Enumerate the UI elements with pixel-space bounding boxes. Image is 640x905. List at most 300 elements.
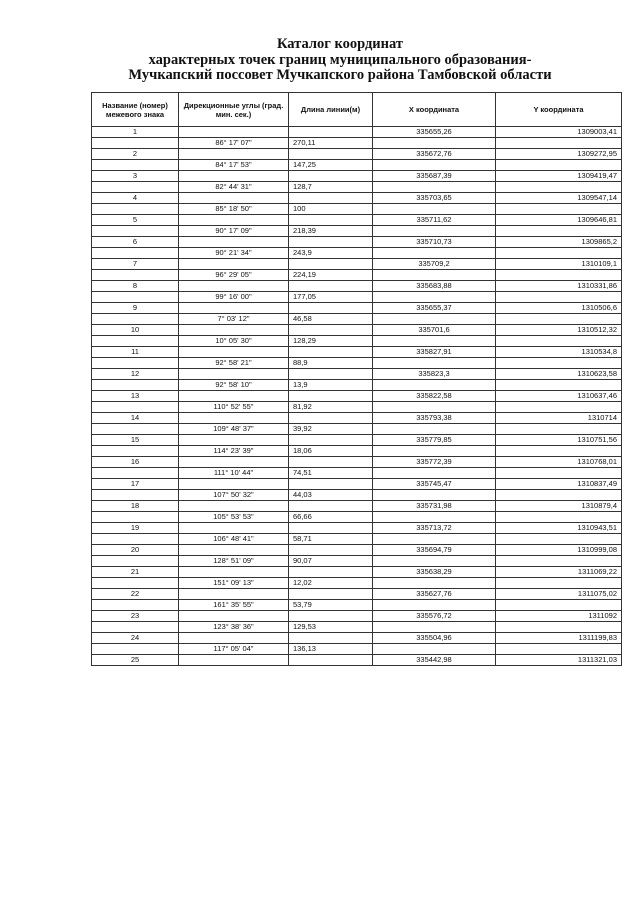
table-row-point [92, 413, 622, 424]
table-row-point [92, 589, 622, 600]
empty-cell [179, 501, 289, 512]
empty-cell [179, 567, 289, 578]
y-coordinate: 1310943,51 [496, 523, 622, 534]
point-number: 8 [92, 281, 179, 292]
empty-cell [496, 314, 622, 325]
empty-cell [92, 446, 179, 457]
x-coordinate: 335504,96 [373, 633, 496, 644]
table-row-segment [92, 226, 622, 237]
y-coordinate: 1311069,22 [496, 567, 622, 578]
table-header-row [92, 93, 622, 127]
y-coordinate: 1310768,01 [496, 457, 622, 468]
direction-angle: 117° 05' 04" [179, 644, 289, 655]
table-row-point [92, 171, 622, 182]
point-number: 18 [92, 501, 179, 512]
empty-cell [496, 270, 622, 281]
empty-cell [496, 204, 622, 215]
line-length: 74,51 [289, 468, 373, 479]
empty-cell [496, 578, 622, 589]
empty-cell [496, 490, 622, 501]
empty-cell [496, 292, 622, 303]
empty-cell [496, 622, 622, 633]
table-row-point [92, 391, 622, 402]
empty-cell [179, 259, 289, 270]
empty-cell [373, 358, 496, 369]
point-number: 9 [92, 303, 179, 314]
empty-cell [373, 490, 496, 501]
empty-cell [289, 149, 373, 160]
empty-cell [92, 402, 179, 413]
y-coordinate: 1310637,46 [496, 391, 622, 402]
empty-cell [496, 644, 622, 655]
header-x: X координата [373, 93, 496, 127]
table-row-point [92, 369, 622, 380]
point-number: 14 [92, 413, 179, 424]
empty-cell [373, 336, 496, 347]
empty-cell [373, 578, 496, 589]
title-line-3: Мучкапский поссовет Мучкапского района Тамбовской области [128, 67, 552, 83]
empty-cell [179, 127, 289, 138]
y-coordinate: 1311199,83 [496, 633, 622, 644]
point-number: 22 [92, 589, 179, 600]
y-coordinate: 1310999,08 [496, 545, 622, 556]
x-coordinate: 335772,39 [373, 457, 496, 468]
empty-cell [496, 424, 622, 435]
empty-cell [179, 479, 289, 490]
empty-cell [496, 402, 622, 413]
point-number: 25 [92, 655, 179, 666]
x-coordinate: 335655,26 [373, 127, 496, 138]
point-number: 20 [92, 545, 179, 556]
empty-cell [373, 314, 496, 325]
empty-cell [289, 259, 373, 270]
point-number: 11 [92, 347, 179, 358]
empty-cell [92, 534, 179, 545]
point-number: 6 [92, 237, 179, 248]
line-length: 88,9 [289, 358, 373, 369]
line-length: 136,13 [289, 644, 373, 655]
direction-angle: 86° 17' 07" [179, 138, 289, 149]
direction-angle: 99° 16' 00" [179, 292, 289, 303]
table-row-point [92, 303, 622, 314]
empty-cell [179, 237, 289, 248]
table-row-segment [92, 248, 622, 259]
direction-angle: 82° 44' 31" [179, 182, 289, 193]
point-number: 4 [92, 193, 179, 204]
empty-cell [179, 369, 289, 380]
table-row-point [92, 633, 622, 644]
point-number: 24 [92, 633, 179, 644]
x-coordinate: 335442,98 [373, 655, 496, 666]
empty-cell [496, 468, 622, 479]
direction-angle: 106° 48' 41" [179, 534, 289, 545]
empty-cell [289, 237, 373, 248]
empty-cell [179, 347, 289, 358]
x-coordinate: 335638,29 [373, 567, 496, 578]
line-length: 224,19 [289, 270, 373, 281]
table-row-segment [92, 270, 622, 281]
empty-cell [289, 215, 373, 226]
y-coordinate: 1310506,6 [496, 303, 622, 314]
empty-cell [179, 611, 289, 622]
empty-cell [289, 611, 373, 622]
x-coordinate: 335822,58 [373, 391, 496, 402]
table-row-point [92, 457, 622, 468]
table-body [92, 127, 622, 666]
direction-angle: 92° 58' 21" [179, 358, 289, 369]
point-number: 1 [92, 127, 179, 138]
empty-cell [289, 325, 373, 336]
y-coordinate: 1310837,49 [496, 479, 622, 490]
table-row-segment [92, 204, 622, 215]
table-row-point [92, 193, 622, 204]
empty-cell [289, 501, 373, 512]
empty-cell [373, 138, 496, 149]
empty-cell [373, 402, 496, 413]
empty-cell [373, 622, 496, 633]
x-coordinate: 335627,76 [373, 589, 496, 600]
empty-cell [289, 171, 373, 182]
table-row-segment [92, 468, 622, 479]
table-row-point [92, 259, 622, 270]
table-row-point [92, 479, 622, 490]
point-number: 16 [92, 457, 179, 468]
table-row-point [92, 281, 622, 292]
point-number: 5 [92, 215, 179, 226]
x-coordinate: 335687,39 [373, 171, 496, 182]
line-length: 53,79 [289, 600, 373, 611]
point-number: 12 [92, 369, 179, 380]
y-coordinate: 1311075,02 [496, 589, 622, 600]
y-coordinate: 1309646,81 [496, 215, 622, 226]
y-coordinate: 1310331,86 [496, 281, 622, 292]
empty-cell [496, 534, 622, 545]
direction-angle: 114° 23' 39" [179, 446, 289, 457]
empty-cell [373, 600, 496, 611]
empty-cell [373, 248, 496, 259]
empty-cell [179, 215, 289, 226]
table-row-point [92, 237, 622, 248]
point-number: 21 [92, 567, 179, 578]
empty-cell [373, 644, 496, 655]
x-coordinate: 335731,98 [373, 501, 496, 512]
empty-cell [92, 160, 179, 171]
title-line-2: характерных точек границ муниципального образования- [148, 51, 532, 68]
empty-cell [289, 413, 373, 424]
table-row-segment [92, 534, 622, 545]
line-length: 90,07 [289, 556, 373, 567]
line-length: 243,9 [289, 248, 373, 259]
empty-cell [179, 149, 289, 160]
y-coordinate: 1309419,47 [496, 171, 622, 182]
empty-cell [179, 281, 289, 292]
table-row-point [92, 215, 622, 226]
empty-cell [179, 589, 289, 600]
empty-cell [179, 303, 289, 314]
empty-cell [496, 226, 622, 237]
line-length: 58,71 [289, 534, 373, 545]
y-coordinate: 1310879,4 [496, 501, 622, 512]
empty-cell [92, 556, 179, 567]
direction-angle: 111° 10' 44" [179, 468, 289, 479]
table-row-segment [92, 138, 622, 149]
y-coordinate: 1309547,14 [496, 193, 622, 204]
line-length: 13,9 [289, 380, 373, 391]
empty-cell [92, 512, 179, 523]
table-row-point [92, 567, 622, 578]
point-number: 2 [92, 149, 179, 160]
table-row-segment [92, 336, 622, 347]
y-coordinate: 1310623,58 [496, 369, 622, 380]
table-row-segment [92, 600, 622, 611]
direction-angle: 109° 48' 37" [179, 424, 289, 435]
empty-cell [289, 347, 373, 358]
empty-cell [496, 182, 622, 193]
empty-cell [92, 336, 179, 347]
line-length: 218,39 [289, 226, 373, 237]
x-coordinate: 335779,85 [373, 435, 496, 446]
empty-cell [496, 446, 622, 457]
empty-cell [373, 446, 496, 457]
direction-angle: 107° 50' 32" [179, 490, 289, 501]
direction-angle: 7° 03' 12" [179, 314, 289, 325]
empty-cell [373, 556, 496, 567]
coordinates-table [91, 92, 622, 666]
empty-cell [373, 380, 496, 391]
line-length: 18,06 [289, 446, 373, 457]
empty-cell [92, 600, 179, 611]
point-number: 10 [92, 325, 179, 336]
empty-cell [289, 479, 373, 490]
empty-cell [92, 270, 179, 281]
direction-angle: 110° 52' 55" [179, 402, 289, 413]
empty-cell [179, 435, 289, 446]
direction-angle: 123° 38' 36" [179, 622, 289, 633]
table-row-point [92, 127, 622, 138]
table-row-segment [92, 380, 622, 391]
empty-cell [92, 182, 179, 193]
table-row-point [92, 325, 622, 336]
table-row-segment [92, 424, 622, 435]
empty-cell [92, 138, 179, 149]
direction-angle: 161° 35' 55" [179, 600, 289, 611]
direction-angle: 90° 21' 34" [179, 248, 289, 259]
table-row-segment [92, 182, 622, 193]
empty-cell [92, 204, 179, 215]
empty-cell [373, 424, 496, 435]
empty-cell [92, 226, 179, 237]
empty-cell [373, 534, 496, 545]
direction-angle: 84° 17' 53" [179, 160, 289, 171]
empty-cell [92, 578, 179, 589]
line-length: 12,02 [289, 578, 373, 589]
point-number: 23 [92, 611, 179, 622]
empty-cell [289, 369, 373, 380]
empty-cell [496, 248, 622, 259]
line-length: 129,53 [289, 622, 373, 633]
y-coordinate: 1309003,41 [496, 127, 622, 138]
empty-cell [92, 468, 179, 479]
direction-angle: 92° 58' 10" [179, 380, 289, 391]
empty-cell [92, 644, 179, 655]
empty-cell [179, 325, 289, 336]
empty-cell [289, 193, 373, 204]
empty-cell [179, 655, 289, 666]
x-coordinate: 335745,47 [373, 479, 496, 490]
empty-cell [289, 303, 373, 314]
header-angle: Дирекционные углы (град. мин. сек.) [179, 93, 289, 127]
table-row-point [92, 655, 622, 666]
empty-cell [92, 380, 179, 391]
empty-cell [373, 292, 496, 303]
header-length: Длина линии(м) [289, 93, 373, 127]
y-coordinate: 1310109,1 [496, 259, 622, 270]
empty-cell [92, 292, 179, 303]
empty-cell [179, 413, 289, 424]
empty-cell [496, 600, 622, 611]
table-row-segment [92, 622, 622, 633]
empty-cell [373, 204, 496, 215]
empty-cell [496, 556, 622, 567]
x-coordinate: 335710,73 [373, 237, 496, 248]
line-length: 128,29 [289, 336, 373, 347]
x-coordinate: 335694,79 [373, 545, 496, 556]
x-coordinate: 335701,6 [373, 325, 496, 336]
point-number: 17 [92, 479, 179, 490]
empty-cell [289, 281, 373, 292]
line-length: 44,03 [289, 490, 373, 501]
y-coordinate: 1310714 [496, 413, 622, 424]
line-length: 100 [289, 204, 373, 215]
y-coordinate: 1309865,2 [496, 237, 622, 248]
empty-cell [179, 171, 289, 182]
empty-cell [373, 270, 496, 281]
x-coordinate: 335683,88 [373, 281, 496, 292]
line-length: 39,92 [289, 424, 373, 435]
empty-cell [289, 655, 373, 666]
empty-cell [373, 160, 496, 171]
line-length: 46,58 [289, 314, 373, 325]
empty-cell [496, 138, 622, 149]
empty-cell [289, 457, 373, 468]
table-row-segment [92, 644, 622, 655]
empty-cell [92, 490, 179, 501]
empty-cell [179, 391, 289, 402]
table-row-point [92, 347, 622, 358]
x-coordinate: 335576,72 [373, 611, 496, 622]
empty-cell [289, 435, 373, 446]
x-coordinate: 335823,3 [373, 369, 496, 380]
x-coordinate: 335709,2 [373, 259, 496, 270]
line-length: 177,05 [289, 292, 373, 303]
empty-cell [289, 633, 373, 644]
empty-cell [179, 457, 289, 468]
direction-angle: 151° 09' 13" [179, 578, 289, 589]
direction-angle: 105° 53' 53" [179, 512, 289, 523]
empty-cell [373, 512, 496, 523]
table-row-segment [92, 490, 622, 501]
table-row-point [92, 501, 622, 512]
direction-angle: 10° 05' 30" [179, 336, 289, 347]
empty-cell [179, 523, 289, 534]
line-length: 128,7 [289, 182, 373, 193]
table-row-point [92, 545, 622, 556]
empty-cell [92, 314, 179, 325]
direction-angle: 96° 29' 05" [179, 270, 289, 281]
table-row-segment [92, 556, 622, 567]
table-row-point [92, 611, 622, 622]
line-length: 270,11 [289, 138, 373, 149]
y-coordinate: 1309272,95 [496, 149, 622, 160]
line-length: 147,25 [289, 160, 373, 171]
x-coordinate: 335703,65 [373, 193, 496, 204]
empty-cell [289, 127, 373, 138]
direction-angle: 85° 18' 50" [179, 204, 289, 215]
empty-cell [289, 545, 373, 556]
y-coordinate: 1310534,8 [496, 347, 622, 358]
x-coordinate: 335672,76 [373, 149, 496, 160]
x-coordinate: 335713,72 [373, 523, 496, 534]
empty-cell [373, 468, 496, 479]
table-row-segment [92, 314, 622, 325]
point-number: 19 [92, 523, 179, 534]
table-row-segment [92, 446, 622, 457]
empty-cell [373, 226, 496, 237]
table-row-segment [92, 512, 622, 523]
x-coordinate: 335711,62 [373, 215, 496, 226]
x-coordinate: 335793,38 [373, 413, 496, 424]
empty-cell [92, 358, 179, 369]
x-coordinate: 335655,37 [373, 303, 496, 314]
empty-cell [179, 193, 289, 204]
title-line-1: Каталог координат [276, 36, 404, 52]
empty-cell [496, 160, 622, 171]
point-number: 3 [92, 171, 179, 182]
line-length: 81,92 [289, 402, 373, 413]
y-coordinate: 1310512,32 [496, 325, 622, 336]
line-length: 66,66 [289, 512, 373, 523]
empty-cell [92, 622, 179, 633]
empty-cell [289, 523, 373, 534]
y-coordinate: 1310751,56 [496, 435, 622, 446]
empty-cell [289, 589, 373, 600]
point-number: 7 [92, 259, 179, 270]
table-row-segment [92, 402, 622, 413]
direction-angle: 128° 51' 09" [179, 556, 289, 567]
point-number: 13 [92, 391, 179, 402]
header-name: Название (номер) межевого знака [92, 93, 179, 127]
document-title [60, 37, 620, 84]
empty-cell [496, 358, 622, 369]
table-row-point [92, 523, 622, 534]
point-number: 15 [92, 435, 179, 446]
y-coordinate: 1311092 [496, 611, 622, 622]
table-row-point [92, 149, 622, 160]
table-row-segment [92, 578, 622, 589]
table-row-segment [92, 160, 622, 171]
empty-cell [373, 182, 496, 193]
empty-cell [92, 248, 179, 259]
empty-cell [496, 380, 622, 391]
table-row-point [92, 435, 622, 446]
table-row-segment [92, 292, 622, 303]
empty-cell [496, 336, 622, 347]
empty-cell [289, 567, 373, 578]
empty-cell [179, 633, 289, 644]
empty-cell [496, 512, 622, 523]
empty-cell [289, 391, 373, 402]
y-coordinate: 1311321,03 [496, 655, 622, 666]
